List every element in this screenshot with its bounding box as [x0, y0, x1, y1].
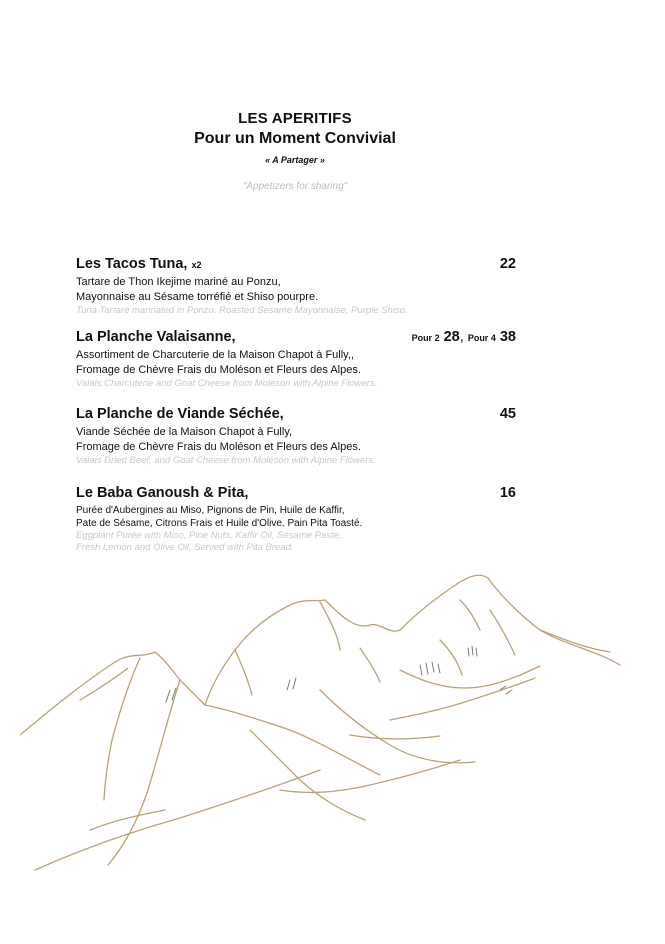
- item-name: Les Tacos Tuna, x2: [76, 256, 202, 272]
- sharing-label: « A Partager »: [265, 155, 325, 165]
- item-description: Assortiment de Charcuterie de la Maison Chapot à Fully,, Fromage de Chèvre Frais du Moléson et Fleurs des Alpes.: [76, 349, 361, 376]
- item-price: 16: [499, 485, 516, 501]
- section-title: LES APERITIFS: [238, 110, 352, 127]
- menu-item-planche-valaisanne: [76, 329, 516, 390]
- item-translation: Valais Charcuterie and Goat Cheese from Moléson with Alpine Flowers.: [76, 378, 378, 389]
- item-name: La Planche de Viande Séchée,: [76, 406, 284, 422]
- item-name: Le Baba Ganoush & Pita,: [76, 485, 249, 501]
- menu-item-tacos-tuna: [76, 256, 516, 317]
- mountain-illustration: [20, 570, 630, 880]
- menu-item-viande-sechee: [76, 406, 516, 467]
- item-description: Tartare de Thon Ikejime mariné au Ponzu, Mayonnaise au Sésame torréfié et Shiso pourpre.: [76, 276, 319, 303]
- item-price: 45: [499, 406, 516, 422]
- item-description: Purée d'Aubergines au Miso, Pignons de Pin, Huile de Kaffir, Pate de Sésame, Citrons Frais et Huile d'Olive. Pain Pita Toasté.: [76, 505, 363, 529]
- item-translation: Tuna Tartare marinated in Ponzu, Roasted Sesame Mayonnaise, Purple Shiso.: [76, 305, 408, 316]
- item-price-options: Pour 2 28, Pour 4 38: [411, 329, 516, 345]
- section-subtitle: Pour un Moment Convivial: [194, 130, 396, 147]
- menu-item-baba-ganoush: [76, 485, 516, 554]
- price-label-2: Pour 2: [411, 333, 440, 343]
- price-4: 38: [499, 329, 516, 345]
- price-2: 28: [443, 329, 460, 345]
- item-description: Viande Séchée de la Maison Chapot à Fully, Fromage de Chèvre Frais du Moléson et Fleurs des Alpes.: [76, 426, 361, 453]
- price-label-4: Pour 4: [467, 333, 496, 343]
- sharing-translation: "Appetizers for sharing": [242, 181, 348, 192]
- item-quantity: x2: [191, 260, 202, 270]
- item-name: La Planche Valaisanne,: [76, 329, 236, 345]
- item-translation: Eggplant Purée with Miso, Pine Nuts, Kaffir Oil, Sesame Paste, Fresh Lemon and Olive Oil, Served with Pita Bread.: [76, 530, 342, 553]
- item-translation: Valais Dried Beef, and Goat Cheese from Moléson with Alpine Flowers.: [76, 455, 376, 466]
- menu-header: [0, 110, 590, 192]
- item-price: 22: [499, 256, 516, 272]
